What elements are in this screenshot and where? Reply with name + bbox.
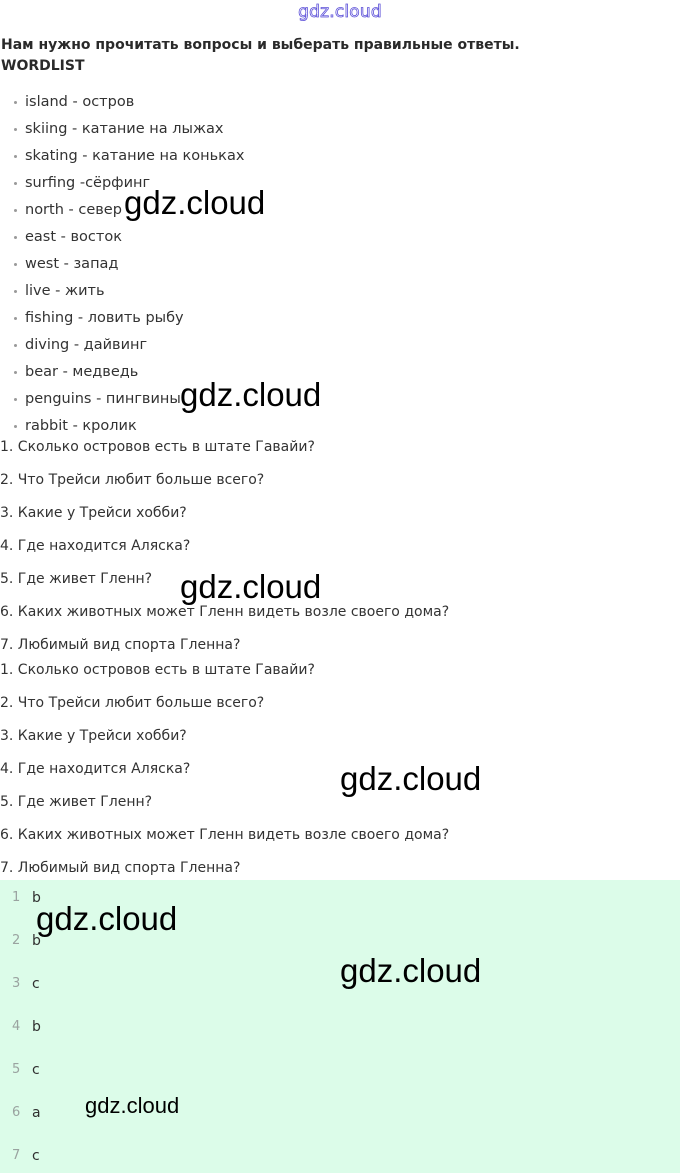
question-item: 3. Какие у Трейси хобби? — [0, 505, 187, 521]
watermark: gdz.cloud — [36, 900, 178, 937]
instructions-block — [1, 35, 520, 77]
wordlist-item-text: bear - медведь — [25, 364, 139, 380]
bullet-icon — [14, 290, 17, 293]
wordlist-item-text: island - остров — [25, 94, 135, 110]
bullet-icon — [14, 263, 17, 266]
wordlist-item — [11, 281, 244, 308]
bullet-icon — [14, 371, 17, 374]
wordlist-item-text: skiing - катание на лыжах — [25, 121, 224, 137]
wordlist-item-text: surfing -сёрфинг — [25, 175, 151, 191]
answer-value: c — [32, 1062, 40, 1078]
watermark: gdz.cloud — [180, 376, 322, 413]
questions-list-first — [0, 437, 449, 668]
answer-value: b — [32, 933, 41, 949]
question-item: 6. Каких животных может Гленн видеть возле своего дома? — [0, 827, 450, 843]
wordlist-item-text: skating - катание на коньках — [25, 148, 245, 164]
wordlist-item — [11, 227, 244, 254]
question-item: 4. Где находится Аляска? — [0, 761, 191, 777]
question-item: 5. Где живет Гленн? — [0, 794, 153, 810]
wordlist-item-text: west - запад — [25, 256, 119, 272]
bullet-icon — [14, 317, 17, 320]
bullet-icon — [14, 128, 17, 131]
question-item: 7. Любимый вид спорта Гленна? — [0, 860, 241, 876]
watermark: gdz.cloud — [180, 568, 322, 605]
site-logo[interactable]: gdz.cloud — [298, 2, 382, 22]
bullet-icon — [14, 155, 17, 158]
watermark: gdz.cloud — [85, 1093, 180, 1118]
wordlist-item — [11, 119, 244, 146]
wordlist-item — [11, 254, 244, 281]
answer-number: 3 — [12, 976, 21, 991]
wordlist-item-text: north - север — [25, 202, 122, 218]
question-item: 3. Какие у Трейси хобби? — [0, 728, 187, 744]
bullet-icon — [14, 182, 17, 185]
wordlist-item — [11, 146, 244, 173]
bullet-icon — [14, 101, 17, 104]
question-item: 2. Что Трейси любит больше всего? — [0, 472, 265, 488]
question-item: 7. Любимый вид спорта Гленна? — [0, 637, 241, 653]
bullet-icon — [14, 209, 17, 212]
watermark: gdz.cloud — [340, 952, 482, 989]
question-item: 1. Сколько островов есть в штате Гавайи? — [0, 662, 315, 678]
question-item: 2. Что Трейси любит больше всего? — [0, 695, 265, 711]
question-item: 6. Каких животных может Гленн видеть возле своего дома? — [0, 604, 450, 620]
question-item: 4. Где находится Аляска? — [0, 538, 191, 554]
answer-value: b — [32, 1019, 41, 1035]
wordlist-item-text: rabbit - кролик — [25, 418, 137, 434]
question-item: 1. Сколько островов есть в штате Гавайи? — [0, 439, 315, 455]
wordlist-item-text: east - восток — [25, 229, 122, 245]
wordlist-item — [11, 308, 244, 335]
answer-value: b — [32, 890, 41, 906]
answer-number: 6 — [12, 1105, 21, 1120]
instructions-text: Нам нужно прочитать вопросы и выберать правильные ответы. — [1, 37, 520, 53]
watermark: gdz.cloud — [124, 184, 266, 221]
answer-value: c — [32, 976, 40, 992]
wordlist-item-text: penguins - пингвины — [25, 391, 181, 407]
bullet-icon — [14, 344, 17, 347]
bullet-icon — [14, 236, 17, 239]
bullet-icon — [14, 425, 17, 428]
watermark: gdz.cloud — [340, 760, 482, 797]
answer-value: a — [32, 1105, 41, 1121]
wordlist-item — [11, 92, 244, 119]
answer-number: 7 — [12, 1148, 21, 1163]
wordlist-item-text: fishing - ловить рыбу — [25, 310, 184, 326]
wordlist-item-text: live - жить — [25, 283, 105, 299]
answer-value: c — [32, 1148, 40, 1164]
bullet-icon — [14, 398, 17, 401]
wordlist-title: WORDLIST — [1, 58, 85, 74]
answer-number: 2 — [12, 933, 21, 948]
answer-number: 5 — [12, 1062, 21, 1077]
answer-number: 4 — [12, 1019, 21, 1034]
question-item: 5. Где живет Гленн? — [0, 571, 153, 587]
answer-number: 1 — [12, 890, 21, 905]
wordlist-item-text: diving - дайвинг — [25, 337, 148, 353]
wordlist-item — [11, 335, 244, 362]
